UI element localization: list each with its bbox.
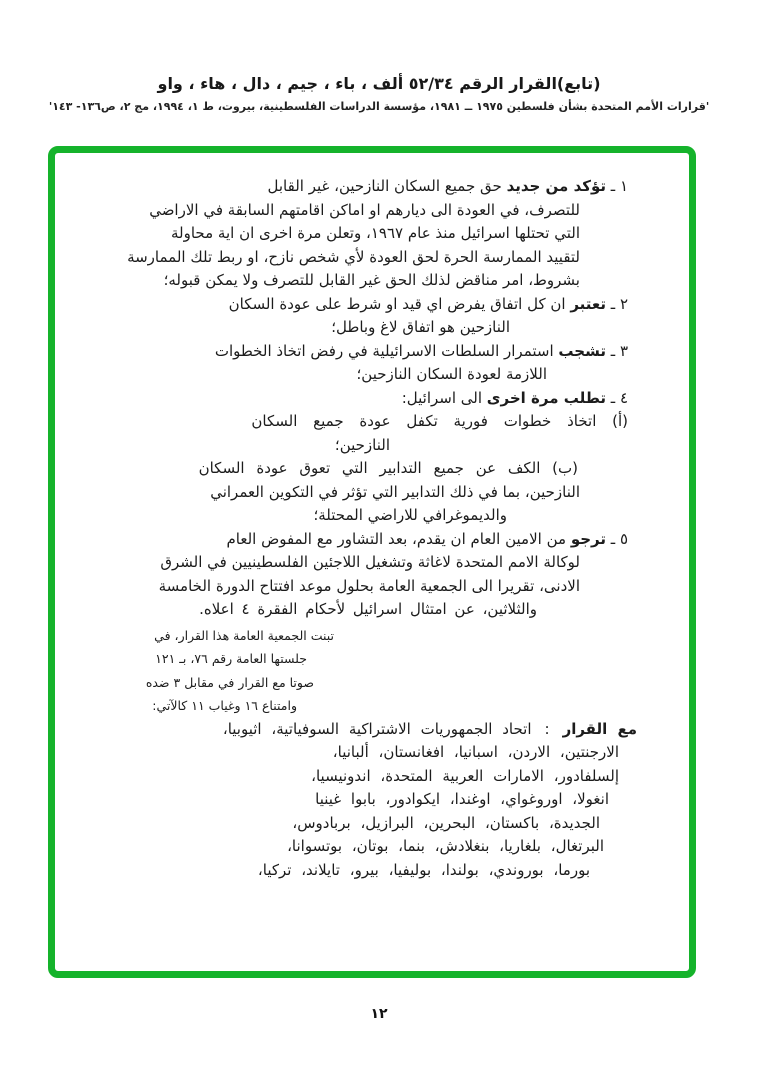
green-frame xyxy=(48,146,696,978)
paragraph-number: ٤ ـ xyxy=(606,388,628,407)
paragraph-1-line-1: ١ ـ تؤكد من جديد حق جميع السكان النازحين، غير القابل xyxy=(267,177,628,195)
adoption-line-4: وامتناع ١٦ وغياب ١١ كالآتي: xyxy=(152,698,297,713)
adoption-note xyxy=(71,624,580,718)
paragraph-5-line-4: والثلاثين، عن امتثال اسرائيل لأحكام الفقرة ٤ اعلاه. xyxy=(199,600,537,618)
vote-for-line-2: الارجنتين، الاردن، اسبانيا، افغانستان، ألبانيا، xyxy=(332,743,619,761)
paragraph-1-line-2: للتصرف، في العودة الى ديارهم او اماكن اقامتهم السابقة في الاراضي xyxy=(149,200,580,219)
paragraph-number: ١ ـ xyxy=(606,177,628,195)
vote-for-list xyxy=(71,718,637,883)
paragraph-number: ٥ ـ xyxy=(606,529,628,548)
subparagraph-a-line-2: النازحين؛ xyxy=(334,435,390,454)
operative-verb: تشجب xyxy=(558,341,606,360)
paragraph-1-line-5: بشروط، امر مناقض لذلك الحق غير القابل للتصرف ولا يمكن قبوله؛ xyxy=(163,271,580,289)
operative-verb: تطلب مرة اخرى xyxy=(486,388,606,407)
vote-for-line-7: بورما، بوروندي، بولندا، بوليفيا، بيرو، تايلاند، تركيا، xyxy=(257,860,590,879)
vote-for-line-4: انغولا، اوروغواي، اوغندا، ايكوادور، بابوا غينيا xyxy=(315,790,609,808)
vote-for-line-3: إلسلفادور، الامارات العربية المتحدة، اندونيسيا، xyxy=(311,766,619,785)
paragraph-4-line-1: ٤ ـ تطلب مرة اخرى الى اسرائيل: xyxy=(401,388,628,407)
page-number: ١٢ xyxy=(370,1006,388,1022)
subparagraph-a-line-1: (أ) اتخاذ خطوات فورية تكفل عودة جميع السكان xyxy=(251,412,628,430)
paragraph-number: ٣ ـ xyxy=(606,341,628,360)
subparagraph-b-line-2: النازحين، بما في ذلك التدابير التي تؤثر في التكوين العمراني xyxy=(210,482,580,501)
resolution-title: (تابع)القرار الرقم ٥٢/٣٤ ألف ، باء ، جيم ، دال ، هاء ، واو xyxy=(157,74,601,93)
adoption-line-1: تبنت الجمعية العامة هذا القرار، في xyxy=(154,627,334,643)
paragraph-5-line-1: ٥ ـ ترجو من الامين العام ان يقدم، بعد التشاور مع المفوض العام xyxy=(226,529,628,548)
paragraph-3-line-1: ٣ ـ تشجب استمرار السلطات الاسرائيلية في رفض اتخاذ الخطوات xyxy=(214,341,628,360)
vote-for-label: مع القرار xyxy=(562,719,637,738)
paragraph-5-line-2: لوكالة الامم المتحدة لاغاثة وتشغيل اللاجئين الفلسطينيين في الشرق xyxy=(160,553,580,571)
paragraph-1-line-3: التي تحتلها اسرائيل منذ عام ١٩٦٧، وتعلن مرة اخرى ان اية محاولة xyxy=(171,224,580,242)
subparagraph-b-line-1: (ب) الكف عن جميع التدابير التي تعوق عودة السكان xyxy=(198,459,578,477)
operative-verb: ترجو xyxy=(570,529,606,548)
vote-for-line-6: البرتغال، بلغاريا، بنغلادش، بنما، بوتان، بوتسوانا، xyxy=(287,837,604,855)
document-header xyxy=(0,74,758,113)
source-citation: 'قرارات الأمم المتحدة بشأن فلسطين ١٩٧٥ ــ ١٩٨١، مؤسسة الدراسات الفلسطينية، بيروت، ط ١، ١٩٩٤، مج ٢، ص١٣٦- ١٤٣' xyxy=(48,100,710,113)
paragraph-2-line-1: ٢ ـ تعتبر ان كل اتفاق يفرض اي قيد او شرط على عودة السكان xyxy=(228,294,628,313)
adoption-line-3: صوتا مع القرار في مقابل ٣ ضده xyxy=(145,674,314,690)
operative-verb: تعتبر xyxy=(570,294,606,313)
paragraph-1-line-4: لتقييد الممارسة الحرة لحق العودة لأي شخص نازح، او ربط تلك الممارسة xyxy=(127,247,580,266)
paragraph-2-line-2: النازحين هو اتفاق لاغ وباطل؛ xyxy=(331,318,510,336)
subparagraph-b-line-3: والديموغرافي للاراضي المحتلة؛ xyxy=(313,506,507,524)
vote-colon: : xyxy=(544,719,550,738)
operative-verb: تؤكد من جديد xyxy=(506,177,606,195)
paragraph-5-line-3: الادنى، تقريرا الى الجمعية العامة بحلول موعد افتتاح الدورة الخامسة xyxy=(158,576,580,595)
adoption-line-2: جلستها العامة رقم ٧٦، بـ ١٢١ xyxy=(155,651,307,666)
vote-for-line-1: مع القرار:اتحاد الجمهوريات الاشتراكية السوفياتية، اثيوبيا، xyxy=(222,719,637,738)
resolution-text xyxy=(55,153,689,971)
paragraph-number: ٢ ـ xyxy=(606,294,628,313)
vote-for-line-5: الجديدة، باكستان، البحرين، البرازيل، بربادوس، xyxy=(292,813,600,832)
paragraph-3-line-2: اللازمة لعودة السكان النازحين؛ xyxy=(356,365,547,383)
